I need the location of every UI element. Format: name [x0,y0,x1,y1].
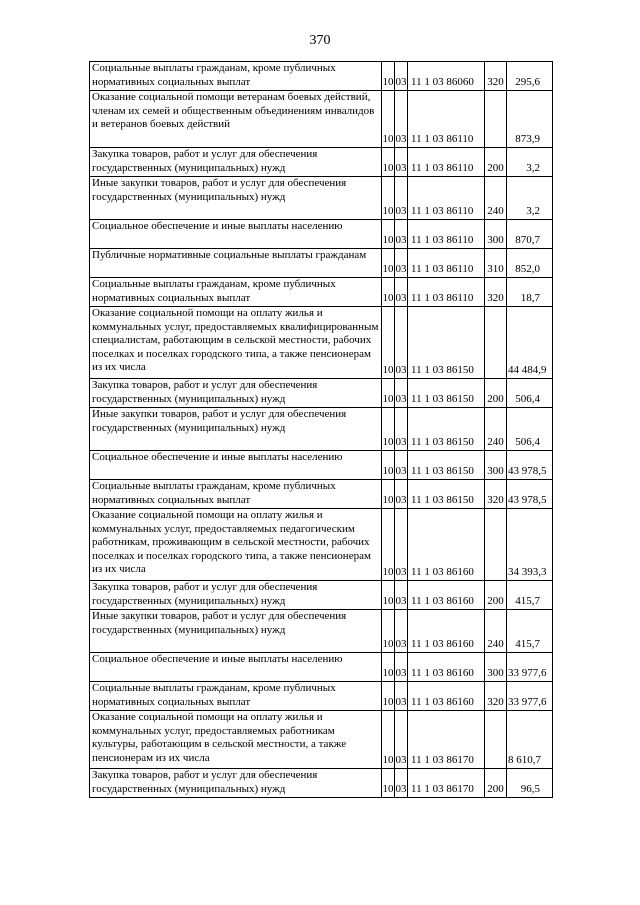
table-row [90,682,553,711]
row-amount: 18,7 [507,278,553,307]
row-target-article: 11 1 03 86150 [408,379,485,408]
row-section: 10 [382,177,395,220]
row-amount: 8 610,7 [507,711,553,769]
row-target-article: 11 1 03 86170 [408,711,485,769]
row-target-article: 11 1 03 86160 [408,610,485,653]
row-expense-type: 240 [485,610,507,653]
table-row [90,653,553,682]
row-expense-type [485,307,507,379]
row-name: Социальное обеспечение и иные выплаты населению [90,220,382,249]
row-section: 10 [382,711,395,769]
budget-table [89,61,553,798]
row-section: 10 [382,408,395,451]
row-expense-type: 320 [485,62,507,91]
row-target-article: 11 1 03 86160 [408,653,485,682]
row-section: 10 [382,249,395,278]
row-section: 10 [382,610,395,653]
row-target-article: 11 1 03 86110 [408,91,485,148]
row-amount: 33 977,6 [507,653,553,682]
row-subsection: 03 [395,249,408,278]
budget-table-body [90,62,553,798]
row-amount: 3,2 [507,177,553,220]
row-expense-type: 240 [485,177,507,220]
row-section: 10 [382,480,395,509]
table-row [90,379,553,408]
row-subsection: 03 [395,408,408,451]
row-target-article: 11 1 03 86110 [408,220,485,249]
row-section: 10 [382,682,395,711]
row-subsection: 03 [395,711,408,769]
row-amount: 34 393,3 [507,509,553,581]
row-amount: 3,2 [507,148,553,177]
row-expense-type: 200 [485,148,507,177]
row-amount: 295,6 [507,62,553,91]
row-section: 10 [382,769,395,798]
row-target-article: 11 1 03 86150 [408,480,485,509]
table-row [90,610,553,653]
table-row [90,62,553,91]
table-row [90,307,553,379]
row-section: 10 [382,62,395,91]
row-name: Оказание социальной помощи на оплату жилья и коммунальных услуг, предоставляемых квалифицированным специалистам, работающим в сельской местности, рабочих поселках и поселках городского типа, а также пенсионерам из их числа [90,307,382,379]
table-row [90,509,553,581]
row-amount: 415,7 [507,581,553,610]
row-target-article: 11 1 03 86110 [408,249,485,278]
row-amount: 33 977,6 [507,682,553,711]
row-amount: 44 484,9 [507,307,553,379]
row-subsection: 03 [395,509,408,581]
row-section: 10 [382,307,395,379]
row-section: 10 [382,220,395,249]
row-amount: 43 978,5 [507,451,553,480]
row-expense-type: 320 [485,480,507,509]
row-name: Иные закупки товаров, работ и услуг для обеспечения государственных (муниципальных) нужд [90,408,382,451]
row-target-article: 11 1 03 86110 [408,278,485,307]
row-name: Социальные выплаты гражданам, кроме публичных нормативных социальных выплат [90,480,382,509]
table-row [90,581,553,610]
row-name: Закупка товаров, работ и услуг для обеспечения государственных (муниципальных) нужд [90,769,382,798]
row-name: Оказание социальной помощи на оплату жилья и коммунальных услуг, предоставляемых работникам культуры, работающим в сельской местности, а также пенсионерам из их числа [90,711,382,769]
row-name: Социальные выплаты гражданам, кроме публичных нормативных социальных выплат [90,62,382,91]
row-expense-type: 320 [485,278,507,307]
row-subsection: 03 [395,769,408,798]
row-subsection: 03 [395,653,408,682]
row-amount: 870,7 [507,220,553,249]
row-name: Оказание социальной помощи на оплату жилья и коммунальных услуг, предоставляемых педагогическим работникам, проживающим в сельской местности, рабочих поселках и поселках городского типа, а также пенсионерам из их числа [90,509,382,581]
row-amount: 873,9 [507,91,553,148]
table-row [90,451,553,480]
row-section: 10 [382,278,395,307]
row-target-article: 11 1 03 86170 [408,769,485,798]
row-subsection: 03 [395,278,408,307]
table-row [90,220,553,249]
row-subsection: 03 [395,220,408,249]
row-amount: 506,4 [507,408,553,451]
table-row [90,148,553,177]
row-target-article: 11 1 03 86060 [408,62,485,91]
row-expense-type: 310 [485,249,507,278]
row-target-article: 11 1 03 86110 [408,177,485,220]
table-row [90,711,553,769]
row-name: Публичные нормативные социальные выплаты гражданам [90,249,382,278]
row-section: 10 [382,581,395,610]
row-name: Закупка товаров, работ и услуг для обеспечения государственных (муниципальных) нужд [90,148,382,177]
row-section: 10 [382,148,395,177]
row-subsection: 03 [395,610,408,653]
table-row [90,769,553,798]
row-section: 10 [382,91,395,148]
row-amount: 415,7 [507,610,553,653]
table-row [90,278,553,307]
row-subsection: 03 [395,682,408,711]
row-subsection: 03 [395,307,408,379]
table-row [90,249,553,278]
row-subsection: 03 [395,177,408,220]
row-target-article: 11 1 03 86150 [408,451,485,480]
row-section: 10 [382,509,395,581]
table-row [90,91,553,148]
row-subsection: 03 [395,62,408,91]
row-target-article: 11 1 03 86160 [408,509,485,581]
row-target-article: 11 1 03 86150 [408,307,485,379]
table-row [90,480,553,509]
row-name: Оказание социальной помощи ветеранам боевых действий, членам их семей и общественным объединениям инвалидов и ветеранов боевых действий [90,91,382,148]
row-target-article: 11 1 03 86160 [408,581,485,610]
page-number: 370 [309,33,331,48]
row-target-article: 11 1 03 86160 [408,682,485,711]
row-amount: 852,0 [507,249,553,278]
row-amount: 96,5 [507,769,553,798]
row-expense-type: 240 [485,408,507,451]
row-target-article: 11 1 03 86150 [408,408,485,451]
table-row [90,408,553,451]
row-subsection: 03 [395,148,408,177]
row-name: Иные закупки товаров, работ и услуг для обеспечения государственных (муниципальных) нужд [90,610,382,653]
row-expense-type: 320 [485,682,507,711]
row-subsection: 03 [395,480,408,509]
row-name: Иные закупки товаров, работ и услуг для обеспечения государственных (муниципальных) нужд [90,177,382,220]
row-name: Закупка товаров, работ и услуг для обеспечения государственных (муниципальных) нужд [90,581,382,610]
row-name: Закупка товаров, работ и услуг для обеспечения государственных (муниципальных) нужд [90,379,382,408]
row-subsection: 03 [395,379,408,408]
row-expense-type [485,711,507,769]
table-row [90,177,553,220]
row-section: 10 [382,653,395,682]
row-expense-type [485,509,507,581]
row-expense-type: 300 [485,653,507,682]
row-expense-type: 200 [485,769,507,798]
row-section: 10 [382,379,395,408]
row-expense-type: 200 [485,379,507,408]
row-expense-type: 300 [485,451,507,480]
row-amount: 43 978,5 [507,480,553,509]
row-expense-type: 200 [485,581,507,610]
row-expense-type [485,91,507,148]
row-name: Социальное обеспечение и иные выплаты населению [90,653,382,682]
row-subsection: 03 [395,451,408,480]
row-name: Социальное обеспечение и иные выплаты населению [90,451,382,480]
row-target-article: 11 1 03 86110 [408,148,485,177]
row-name: Социальные выплаты гражданам, кроме публичных нормативных социальных выплат [90,278,382,307]
row-subsection: 03 [395,91,408,148]
row-name: Социальные выплаты гражданам, кроме публичных нормативных социальных выплат [90,682,382,711]
row-expense-type: 300 [485,220,507,249]
row-amount: 506,4 [507,379,553,408]
row-section: 10 [382,451,395,480]
row-subsection: 03 [395,581,408,610]
